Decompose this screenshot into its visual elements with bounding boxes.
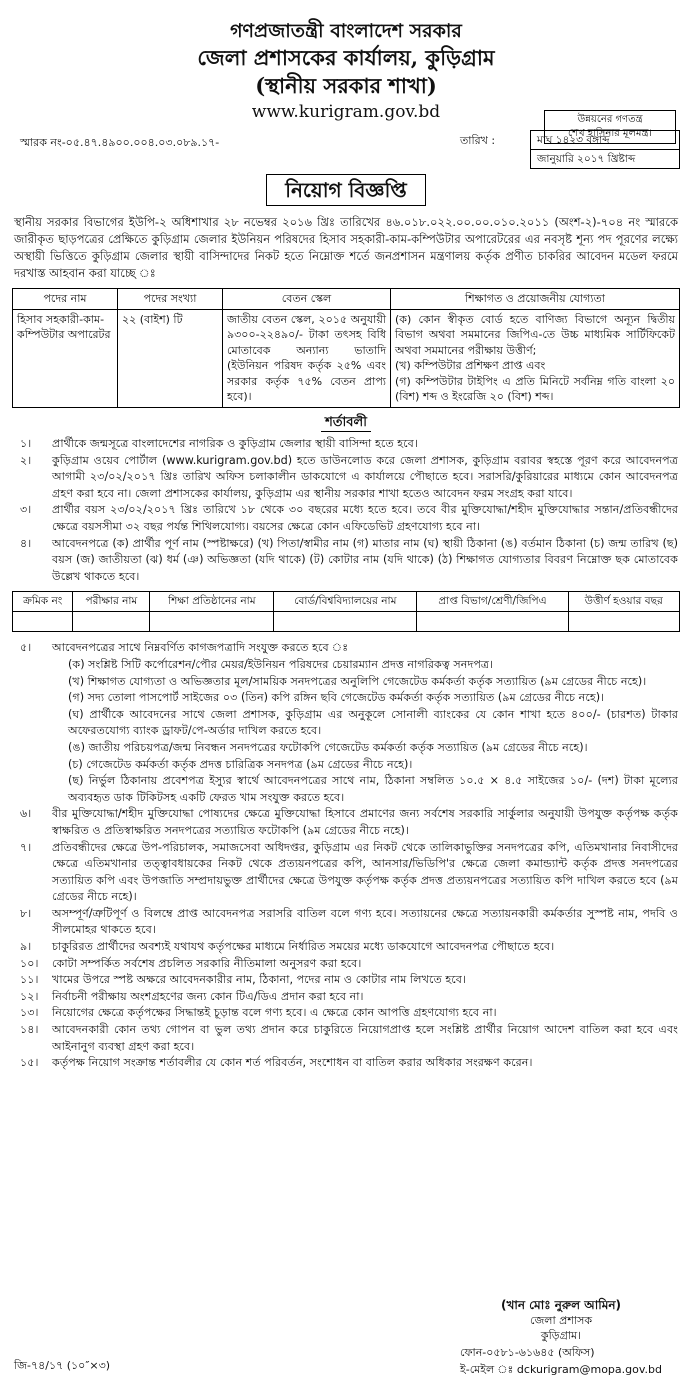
post-table-header [13,289,680,310]
memo-number: স্মারক নং-০৫.৪৭.৪৯০০.০০৪.০৩.০৮৯.১৭- [20,136,220,149]
post-table [12,288,680,408]
attachment-item: (গ) সদ্য তোলা পাসপোর্ট সাইজের ০৩ (তিন) কপি রঙ্গিন ছবি গেজেটেড কর্মকর্তা কর্তৃক সত্যায়িত (৯ম গ্রেডের নীচে নহে)। [68,691,605,705]
condition-9 [12,939,680,956]
attachment-item: (ছ) নির্ভুল ঠিকানায় প্রবেশপত্র ইস্যুর স্বার্থে আবেদনপত্রের সাথে নাম, ঠিকানা সম্বলিত ১০.৫ × ৪.৫ সাইজের ১০/- (দশ) টাকা মূল্যের অব্যবহৃত ডাক টিকিটসহ একটি ফেরত খাম সংযুক্ত করতে হবে। [68,774,678,804]
intro-paragraph: স্থানীয় সরকার বিভাগের ইউপি-২ অধিশাখার ২৮ নভেম্বর ২০১৬ খ্রিঃ তারিখের ৪৬.০১৮.০২২.০০.০০.০১০.২০১১ (অংশ-২)-৭০৪ নং স্মারকে জারীকৃত ছাড়পত্রের প্রেক্ষিতে কুড়িগ্রাম জেলার ইউনিয়ন পরিষদের হিসাব সহকারী-কাম-কম্পিউটার অপারেটরের এর নবসৃষ্ট শূন্য পদ পূরণের লক্ষ্যে অস্থায়ী ভিত্তিতে কুড়িগ্রাম জেলার স্থায়ী বাসিন্দাদের নিকট হতে নিম্নোক্ত শর্তে জনপ্রশাসন মন্ত্রণালয় কর্তৃক প্রণীত চাকরির আবেদন মডেল ফরমে দরখাস্ত আহবান করা যাচ্ছে ঃ [14,215,678,281]
condition-4 [12,536,680,586]
qualification-cell [391,309,680,407]
condition-2 [12,453,680,503]
edu-cell [73,612,150,632]
condition-number: ৬। [20,807,32,821]
condition-6 [12,806,680,839]
condition-text: প্রার্থীকে জন্মসূত্রে বাংলাদেশের নাগরিক ও কুড়িগ্রাম জেলার স্থায়ী বাসিন্দা হতে হবে। [52,437,418,451]
condition-number: ১২। [20,989,39,1003]
edu-header: প্রাপ্ত বিভাগ/শ্রেণী/জিপিএ [417,592,568,612]
condition-number: ৮। [20,906,32,920]
notice-title: নিয়োগ বিজ্ঞপ্তি [266,174,426,206]
condition-number: ১৫। [20,1056,39,1070]
condition-number: ১১। [20,973,39,987]
condition-number: ১৪। [20,1023,39,1037]
header-post-name: পদের নাম [13,289,118,310]
attachment-item: (ক) সংশ্লিষ্ট সিটি কর্পোরেশন/পৌর মেয়র/ইউনিয়ন পরিষদের চেয়ারম্যান প্রদত্ত নাগরিকত্ব সনদপত্র। [68,657,494,671]
condition-text: চাকুরিরত প্রার্থীদের অবশ্যই যথাযথ কর্তৃপক্ষের মাধ্যমে নির্ধারিত সময়ের মধ্যে ডাকযোগে আবেদনপত্র পৌছাতে হবে। [52,940,555,954]
edu-header: শিক্ষা প্রতিষ্ঠানের নাম [150,592,274,612]
qualification-item: (ক) কোন স্বীকৃত বোর্ড হতে বাণিজ্য বিভাগে অন্যূন দ্বিতীয় বিভাগ অথবা সমমানের জিপিএ-তে উচ্চ মাধ্যমিক সার্টিফিকেট অথবা সমমানের পরীক্ষায় উত্তীর্ণ; [395,312,675,357]
condition-number: ৯। [20,940,32,954]
section-name: (স্থানীয় সরকার শাখা) [255,73,437,98]
condition-5-lead: আবেদনপত্রের সাথে নিম্নবর্ণিত কাগজপত্রাদি সংযুক্ত করতে হবে ঃ [52,641,349,655]
edu-header: ক্রমিক নং [13,592,73,612]
website-link[interactable]: www.kurigram.gov.bd [251,102,441,122]
condition-text: কুড়িগ্রাম ওয়েব পোর্টাল (www.kurigram.gov.bd) হতে ডাউনলোড করে জেলা প্রশাসক, কুড়িগ্রাম বরাবর স্বহস্তে পূরণ করে আবেদনপত্র আগামী ২৩/০২/২০১৭ খ্রিঃ তারিখ অফিস চলাকালীন ডাকযোগে এ কার্যালয়ে পৌছাতে হবে। সরাসরি/কুরিয়ারের মাধ্যমে কোন আবেদনপত্র গ্রহণ করা হবে না। জেলা প্রশাসকের কার্যালয়, কুড়িগ্রাম এর স্থানীয় সরকার শাখা হতেও আবেদন ফরম সংগ্রহ করা যাবে। [52,453,678,500]
condition-number: ২। [20,453,32,467]
memo-date-row [12,130,680,168]
education-table [12,591,680,632]
condition-text: প্রতিবন্ধীদের ক্ষেত্রে উপ-পরিচালক, সমাজসেবা অধিদপ্তর, কুড়িগ্রাম এর নিকট থেকে তালিকাভুক্তির সনদপত্রের কপি, এতিমখানার নিবাসীদের ক্ষেত্রে এতিমখানার তত্ত্বাবধায়কের নিকট থেকে প্রত্যয়নপত্রের কপি, আনসার/ভিডিপি'র ক্ষেত্রে জেলা কমান্ড্যান্ট কর্তৃক প্রদত্ত সনদপত্রের সত্যায়িত কপি এবং উপজাতি সম্প্রদায়ভুক্ত প্রার্থীদের ক্ষেত্রে উপযুক্ত কর্তৃপক্ষ কর্তৃক প্রদত্ত প্রত্যয়নপত্রের সত্যায়িত কপি দাখিল করতে হবে (৯ম গ্রেডের নীচে নহে)। [52,840,678,904]
condition-number: ৭। [20,840,32,854]
condition-number: ৩। [20,503,32,517]
government-name: গণপ্রজাতন্ত্রী বাংলাদেশ সরকার [230,20,462,42]
condition-1 [12,436,680,453]
condition-number: ১৩। [20,1006,39,1020]
edu-header: উত্তীর্ণ হওয়ার বছর [568,592,679,612]
table-row [13,612,680,632]
header-qualification: শিক্ষাগত ও প্রয়োজনীয় যোগ্যতা [391,289,680,310]
condition-text [52,640,680,806]
date-label: তারিখ : [460,134,496,147]
condition-text: নিয়োগের ক্ষেত্রে কর্তৃপক্ষের সিদ্ধান্তই চূড়ান্ত বলে গণ্য হবে। এ ক্ষেত্রে কোন আপত্তি গ্রহণযোগ্য হবে না। [52,1006,497,1020]
attachment-item: (খ) শিক্ষাগত যোগ্যতা ও অভিজ্ঞতার মূল/সাময়িক সনদপত্রের অনুলিপি গেজেটেড কর্মকর্তা কর্তৃক সত্যায়িত (৯ম গ্রেডের নীচে নহে)। [68,674,647,688]
education-table-header [13,592,680,612]
motto-line-2: শেখ হাসিনার মূলমন্ত্র। [568,128,652,139]
edu-cell [417,612,568,632]
post-count: ২২ (বাইশ) টি [118,309,223,407]
salary-scale: জাতীয় বেতন স্কেল, ২০১৫ অনুযায়ী ৯৩০০-২২৪৯০/- টাকা তৎসহ বিধি মোতাবেক অন্যান্য ভাতাদি (ইউনিয়ন পরিষদ কর্তৃক ২৫% এবং সরকার কর্তৃক ৭৫% বেতন প্রাপ্য হবে)। [223,309,391,407]
condition-text: কোটা সম্পর্কিত সর্বশেষ প্রচলিত সরকারি নীতিমালা অনুসরণ করা হবে। [52,956,362,970]
office-name: জেলা প্রশাসকের কার্যালয়, কুড়িগ্রাম [197,45,495,70]
post-name: হিসাব সহকারী-কাম-কম্পিউটার অপারেটর [13,309,118,407]
condition-text: নির্বাচনী পরীক্ষায় অংশগ্রহণের জন্য কোন টিএ/ডিএ প্রদান করা হবে না। [52,989,364,1003]
qualification-item: (খ) কম্পিউটার প্রশিক্ষণ প্রাপ্ত এবং [395,359,546,373]
condition-number: ১। [20,437,32,451]
notice-page [12,18,680,1072]
condition-11 [12,972,680,989]
condition-10 [12,956,680,973]
condition-12 [12,989,680,1006]
date-bangla: মাঘ ১৪২৩ বঙ্গাব্দ [537,134,610,146]
condition-text: আবেদনকারী কোন তথ্য গোপন বা ভুল তথ্য প্রদান করে চাকুরিতে নিয়োগপ্রাপ্ত হলে সংশ্লিষ্ট প্রার্থীর নিয়োগ আদেশ বাতিল করা হবে এবং আইনানুগ ব্যবস্থা গ্রহণ করা হবে। [52,1023,678,1053]
header-salary: বেতন স্কেল [223,289,391,310]
print-code: জি-৭৪/১৭ (১০″×৩) [14,1359,111,1372]
condition-number: ৪। [20,536,32,550]
attachment-item: (ঘ) প্রার্থীকে আবেদনের সাথে জেলা প্রশাসক, কুড়িগ্রাম এর অনুকূলে সোনালী ব্যাংকের যে কোন শাখা হতে ৪০০/- (চারশত) টাকার অফেরতযোগ্য ব্যাংক ড্রাফট/পে-অর্ডার দাখিল করতে হবে। [68,707,678,738]
signatory-designation: জেলা প্রশাসক [529,1314,593,1327]
edu-cell [13,612,73,632]
header-post-count: পদের সংখ্যা [118,289,223,310]
condition-text: প্রার্থীর বয়স ২৩/০২/২০১৭ খ্রিঃ তারিখে ১৮ থেকে ৩০ বছরের মধ্যে হতে হবে। তবে বীর মুক্তিযোদ্ধা/শহীদ মুক্তিযোদ্ধার সন্তান/প্রতিবন্ধীদের ক্ষেত্রে বয়সসীমা ৩২ বছর পর্যন্ত শিথিলযোগ্য। বয়সের ক্ষেত্রে কোন এফিডেভিট গ্রহণযোগ্য হবে না। [52,503,678,534]
edu-cell [150,612,274,632]
condition-15 [12,1055,680,1072]
condition-number: ১০। [20,956,39,970]
condition-3 [12,502,680,535]
condition-8 [12,906,680,939]
signatory-district: কুড়িগ্রাম। [540,1329,582,1342]
qualification-item: (গ) কম্পিউটার টাইপিং এ প্রতি মিনিটে সর্বনিম্ন গতি বাংলা ২০ (বিশ) শব্দ ও ইংরেজি ২০ (বিশ) শব্দ। [395,374,675,404]
date-english: জানুয়ারি ২০১৭ খ্রিষ্টাব্দ [531,149,679,168]
office-email[interactable]: ই-মেইল ঃ dckurigram@mopa.gov.bd [460,1363,662,1376]
edu-header: পরীক্ষার নাম [73,592,150,612]
office-phone: ফোন-০৫৮১-৬১৬৪৫ (অফিস) [460,1346,595,1359]
condition-14 [12,1022,680,1055]
condition-5 [12,640,680,806]
condition-text: অসম্পূর্ণ/ত্রুটিপূর্ণ ও বিলম্বে প্রাপ্ত আবেদনপত্র সরাসরি বাতিল বলে গণ্য হবে। সত্যায়নের ক্ষেত্রে সত্যায়নকারী কর্মকর্তার সুস্পষ্ট নাম, পদবি ও সীলমোহর থাকতে হবে। [52,906,678,937]
letterhead [12,18,680,124]
condition-number: ৫। [20,641,32,655]
condition-7 [12,840,680,906]
motto-line-1: উন্নয়নের গণতন্ত্র [577,114,643,125]
signatory-name: (খান মোঃ নুরুল আমিন) [501,1298,622,1312]
date-box [530,130,680,169]
conditions-title: শর্তাবলী [321,414,371,432]
attachment-item: (ঙ) জাতীয় পরিচয়পত্র/জন্ম নিবন্ধন সনদপত্রের ফটোকপি গেজেটেড কর্মকর্তা কর্তৃক সত্যায়িত (৯ম গ্রেডের নীচে নহে)। [68,740,588,754]
condition-text: খামের উপরে স্পষ্ট অক্ষরে আবেদনকারীর নাম, ঠিকানা, পদের নাম ও কোটার নাম লিখতে হবে। [52,973,467,987]
edu-cell [274,612,417,632]
condition-text: কর্তৃপক্ষ নিয়োগ সংক্রান্ত শর্তাবলীর যে কোন শর্ত পরিবর্তন, সংশোধন বা বাতিল করার অধিকার সংরক্ষণ করেন। [52,1056,533,1070]
signature-block [460,1298,662,1377]
table-row [13,309,680,407]
condition-text: বীর মুক্তিযোদ্ধা/শহীদ মুক্তিযোদ্ধা পোষ্যদের ক্ষেত্রে মুক্তিযোদ্ধা হিসাবে প্রমাণের জন্য সর্বশেষ সরকারি সার্কুলার অনুযায়ী উপযুক্ত কর্তৃপক্ষ কর্তৃক স্বাক্ষরিত ও প্রতিস্বাক্ষরিত সনদপত্রের সত্যায়িত ফটোকপি (৯ম গ্রেডের নীচে নহে)। [52,807,678,837]
attachment-item: (চ) গেজেটেড কর্মকর্তা কর্তৃক প্রদত্ত চারিত্রিক সনদপত্র (৯ম গ্রেডের নীচে নহে)। [68,757,413,771]
edu-header: বোর্ড/বিশ্ববিদ্যালয়ের নাম [274,592,417,612]
condition-text: আবেদনপত্রে (ক) প্রার্থীর পূর্ণ নাম (স্পষ্টাক্ষরে) (খ) পিতা/স্বামীর নাম (গ) মাতার নাম (ঘ) স্থায়ী ঠিকানা (ঙ) বর্তমান ঠিকানা (চ) জন্ম তারিখ (ছ) বয়স (জ) জাতীয়তা (ঝ) ধর্ম (ঞ) অভিজ্ঞতা (যদি থাকে) (ট) কোটার নাম (যদি থাকে) (ঠ) শিক্ষাগত যোগ্যতার বিবরণ নিম্নোক্ত ছক মোতাবেক উল্লেখ থাকতে হবে। [52,536,678,583]
edu-cell [568,612,679,632]
condition-13 [12,1005,680,1022]
